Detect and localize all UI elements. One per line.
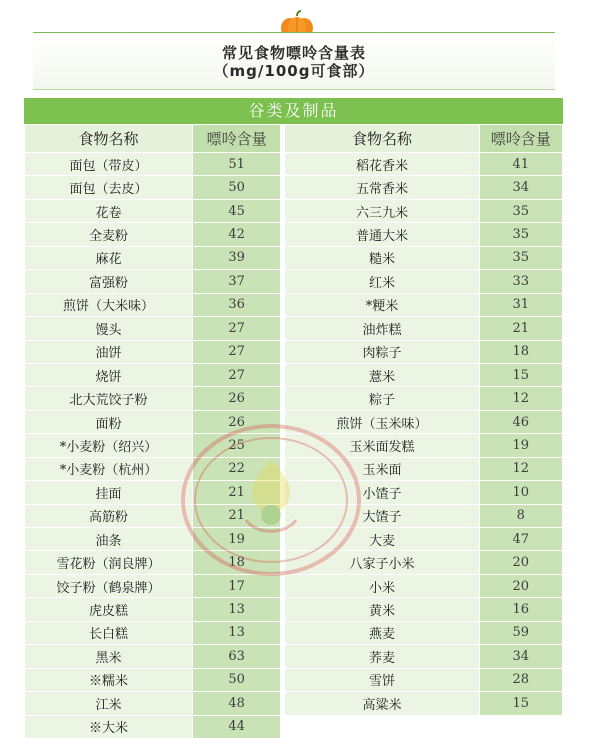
- food-name-right: 煎饼（玉米味）: [285, 410, 479, 433]
- food-name-right: 普通大米: [285, 223, 479, 246]
- purine-value-right: 35: [479, 223, 563, 246]
- food-name-right: 大馇子: [285, 504, 479, 527]
- food-name-right: 玉米面: [285, 457, 479, 480]
- food-name-left: 江米: [25, 692, 193, 715]
- purine-value-right: 20: [479, 551, 563, 574]
- table-row: [25, 528, 563, 551]
- purine-value-right: 16: [479, 598, 563, 621]
- purine-value-right: 19: [479, 434, 563, 457]
- food-name-left: 馒头: [25, 317, 193, 340]
- food-name-right: 稻花香米: [285, 153, 479, 176]
- purine-value-right: 34: [479, 645, 563, 668]
- food-name-right: 红米: [285, 270, 479, 293]
- food-name-left: 长白糕: [25, 621, 193, 644]
- column-header-food-left: 食物名称: [25, 125, 193, 153]
- purine-value-right: 34: [479, 176, 563, 199]
- food-name-right: 雪饼: [285, 668, 479, 691]
- purine-table-wrap: [24, 98, 563, 739]
- purine-value-right: 47: [479, 528, 563, 551]
- purine-value-right: 35: [479, 246, 563, 269]
- food-name-left: 虎皮糕: [25, 598, 193, 621]
- purine-value-right: 12: [479, 387, 563, 410]
- table-row: [25, 598, 563, 621]
- food-name-left: 黑米: [25, 645, 193, 668]
- purine-value-left: 37: [192, 270, 280, 293]
- column-header-purine-right: 嘌呤含量: [479, 125, 563, 153]
- column-header-food-right: 食物名称: [285, 125, 479, 153]
- purine-value-left: 17: [192, 574, 280, 597]
- purine-value-left: 36: [192, 293, 280, 316]
- food-name-right: 肉粽子: [285, 340, 479, 363]
- purine-value-right: 41: [479, 153, 563, 176]
- purine-value-right: 31: [479, 293, 563, 316]
- food-name-left: 面包（带皮）: [25, 153, 193, 176]
- purine-value-left: 27: [192, 363, 280, 386]
- table-header-row: [25, 125, 563, 153]
- food-name-left: 油条: [25, 528, 193, 551]
- table-row: [25, 668, 563, 691]
- purine-value-left: 13: [192, 621, 280, 644]
- purine-value-right: 10: [479, 481, 563, 504]
- purine-value-left: 63: [192, 645, 280, 668]
- page-title: 常见食物嘌呤含量表: [221, 44, 366, 62]
- purine-value-right: 18: [479, 340, 563, 363]
- food-name-left: 高筋粉: [25, 504, 193, 527]
- table-row: [25, 317, 563, 340]
- purine-value-left: 25: [192, 434, 280, 457]
- food-name-left: 油饼: [25, 340, 193, 363]
- food-name-left: 挂面: [25, 481, 193, 504]
- food-name-right: 六三九米: [285, 199, 479, 222]
- purine-value-left: 50: [192, 176, 280, 199]
- table-row: [25, 153, 563, 176]
- purine-value-right: [479, 715, 563, 738]
- food-name-left: ※大米: [25, 715, 193, 738]
- table-row: [25, 574, 563, 597]
- purine-value-left: 18: [192, 551, 280, 574]
- food-name-left: 雪花粉（润良牌）: [25, 551, 193, 574]
- food-name-left: 饺子粉（鹤泉牌）: [25, 574, 193, 597]
- table-row: [25, 340, 563, 363]
- table-row: [25, 645, 563, 668]
- purine-value-left: 39: [192, 246, 280, 269]
- food-name-left: 富强粉: [25, 270, 193, 293]
- food-name-left: 面粉: [25, 410, 193, 433]
- table-body: [25, 153, 563, 739]
- purine-table: [24, 124, 563, 739]
- food-name-left: 面包（去皮）: [25, 176, 193, 199]
- purine-value-left: 22: [192, 457, 280, 480]
- food-name-right: 大麦: [285, 528, 479, 551]
- food-name-left: *小麦粉（绍兴）: [25, 434, 193, 457]
- food-name-right: 糙米: [285, 246, 479, 269]
- purine-value-left: 44: [192, 715, 280, 738]
- purine-value-left: 19: [192, 528, 280, 551]
- food-name-right: 玉米面发糕: [285, 434, 479, 457]
- food-name-left: *小麦粉（杭州）: [25, 457, 193, 480]
- purine-value-left: 26: [192, 387, 280, 410]
- food-name-right: [285, 715, 479, 738]
- purine-value-left: 27: [192, 317, 280, 340]
- table-row: [25, 387, 563, 410]
- purine-value-right: 12: [479, 457, 563, 480]
- purine-value-right: 59: [479, 621, 563, 644]
- table-row: [25, 293, 563, 316]
- page-subtitle: （mg/100g可食部）: [213, 62, 375, 80]
- food-name-left: 烧饼: [25, 363, 193, 386]
- purine-value-right: 46: [479, 410, 563, 433]
- food-name-right: 粽子: [285, 387, 479, 410]
- food-name-left: 麻花: [25, 246, 193, 269]
- table-row: [25, 715, 563, 738]
- table-row: [25, 363, 563, 386]
- table-row: [25, 551, 563, 574]
- purine-value-right: 21: [479, 317, 563, 340]
- purine-value-right: 15: [479, 363, 563, 386]
- food-name-right: 八家子小米: [285, 551, 479, 574]
- food-name-right: 小米: [285, 574, 479, 597]
- purine-value-right: 20: [479, 574, 563, 597]
- purine-value-left: 42: [192, 223, 280, 246]
- purine-value-left: 51: [192, 153, 280, 176]
- table-row: [25, 481, 563, 504]
- food-name-right: 黄米: [285, 598, 479, 621]
- table-row: [25, 176, 563, 199]
- table-row: [25, 199, 563, 222]
- table-row: [25, 434, 563, 457]
- table-row: [25, 504, 563, 527]
- purine-value-left: 13: [192, 598, 280, 621]
- food-name-left: 煎饼（大米味）: [25, 293, 193, 316]
- purine-value-left: 48: [192, 692, 280, 715]
- food-name-right: 油炸糕: [285, 317, 479, 340]
- purine-value-left: 27: [192, 340, 280, 363]
- table-row: [25, 246, 563, 269]
- food-name-right: 燕麦: [285, 621, 479, 644]
- purine-value-right: 8: [479, 504, 563, 527]
- section-header: 谷类及制品: [24, 98, 563, 124]
- purine-value-left: 45: [192, 199, 280, 222]
- purine-value-right: 15: [479, 692, 563, 715]
- food-name-right: 荞麦: [285, 645, 479, 668]
- purine-value-left: 26: [192, 410, 280, 433]
- food-name-left: 北大荒饺子粉: [25, 387, 193, 410]
- food-name-right: 薏米: [285, 363, 479, 386]
- food-name-left: 全麦粉: [25, 223, 193, 246]
- column-header-purine-left: 嘌呤含量: [192, 125, 280, 153]
- purine-value-left: 21: [192, 481, 280, 504]
- table-row: [25, 692, 563, 715]
- purine-value-right: 35: [479, 199, 563, 222]
- purine-value-left: 21: [192, 504, 280, 527]
- food-name-right: 小馇子: [285, 481, 479, 504]
- table-row: [25, 223, 563, 246]
- food-name-left: 花卷: [25, 199, 193, 222]
- purine-value-right: 33: [479, 270, 563, 293]
- header-band: [33, 32, 555, 90]
- food-name-right: 五常香米: [285, 176, 479, 199]
- table-row: [25, 457, 563, 480]
- table-row: [25, 410, 563, 433]
- purine-value-right: 28: [479, 668, 563, 691]
- purine-value-left: 50: [192, 668, 280, 691]
- table-row: [25, 621, 563, 644]
- food-name-right: *粳米: [285, 293, 479, 316]
- table-row: [25, 270, 563, 293]
- food-name-left: ※糯米: [25, 668, 193, 691]
- food-name-right: 高粱米: [285, 692, 479, 715]
